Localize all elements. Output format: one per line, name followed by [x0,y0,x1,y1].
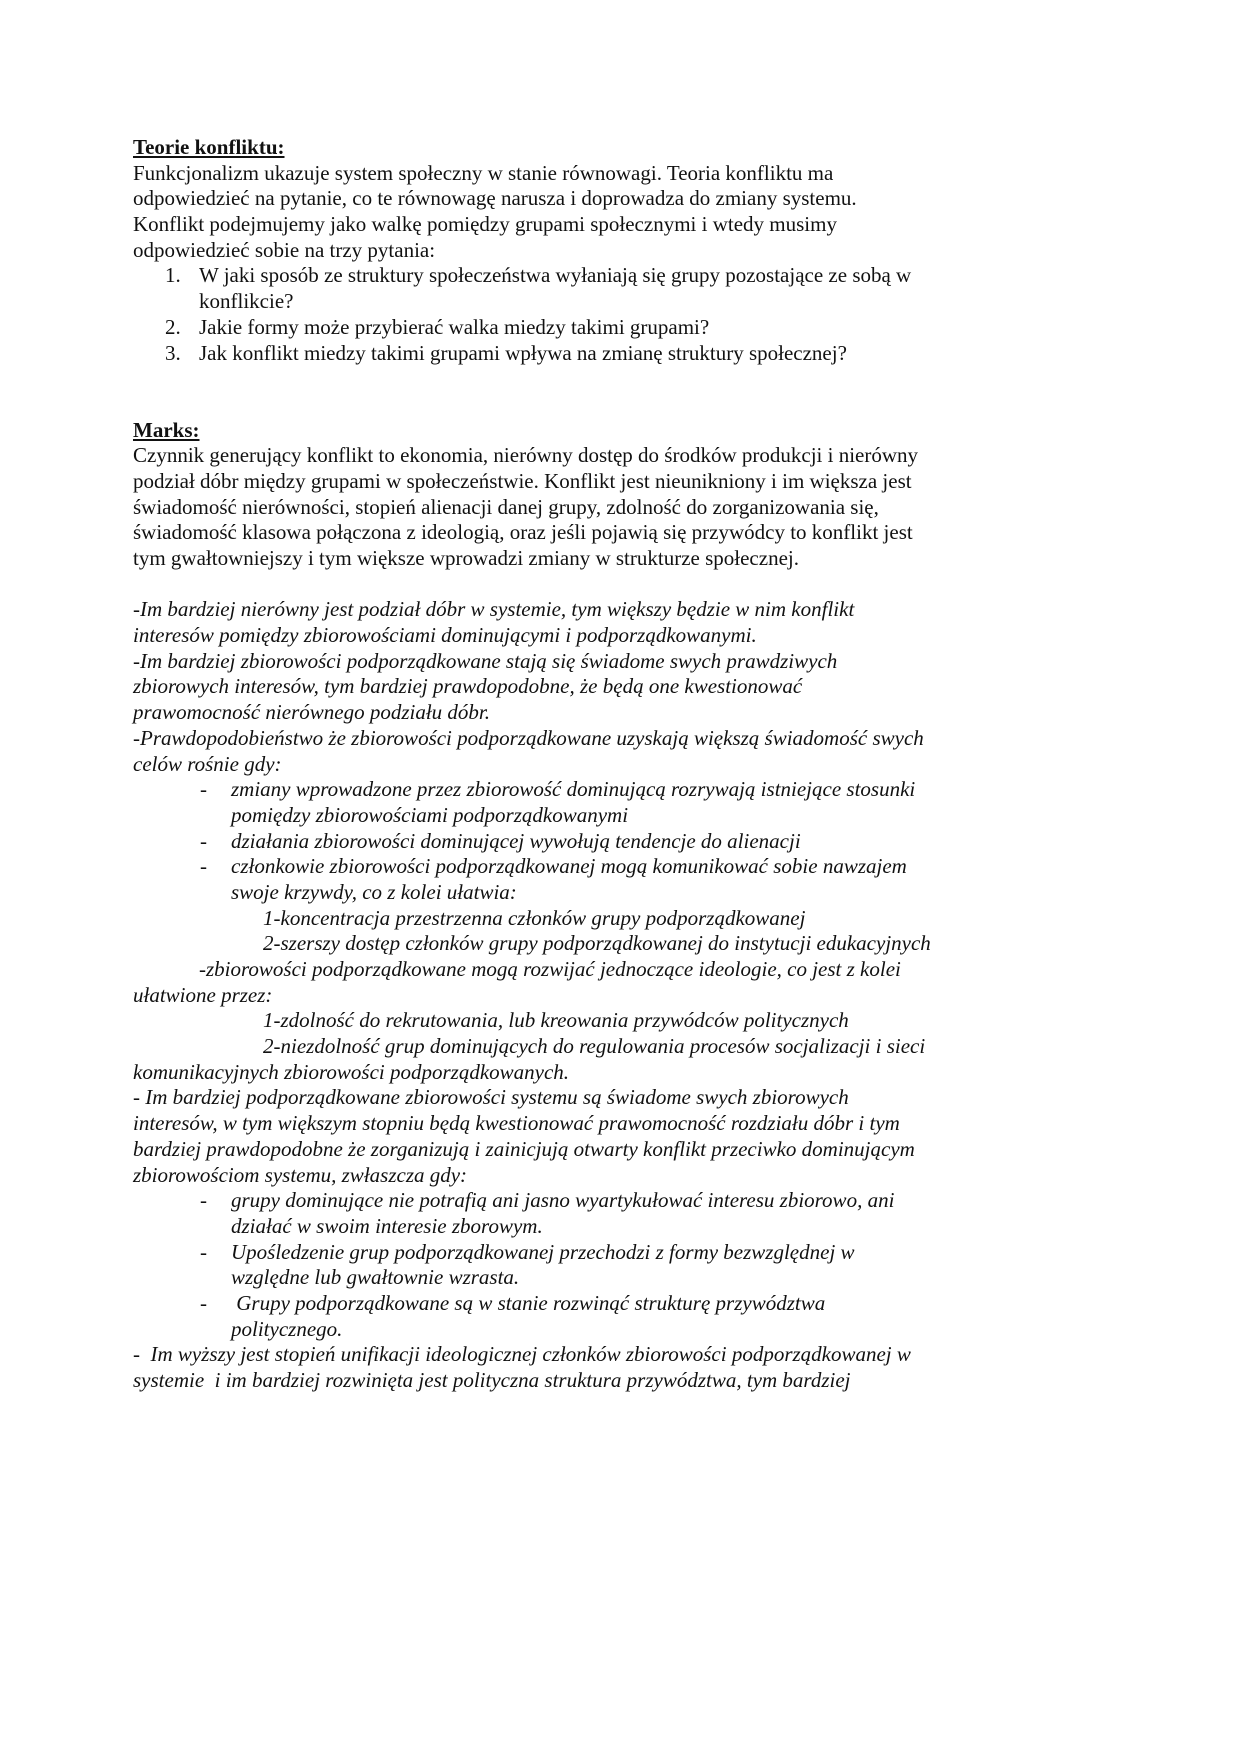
bullet-text-continued: swoje krzywdy, co z kolei ułatwia: [231,879,517,904]
heading-marks: Marks: [133,417,200,442]
paragraph-line: świadomość nierówności, stopień alienacji danej grupy, zdolność do zorganizowania się, [133,494,879,519]
bullet-text-continued: względne lub gwałtownie wzrasta. [231,1265,520,1290]
italic-line: celów rośnie gdy: [133,751,282,776]
bullet-dash: - [200,828,207,853]
list-item [133,315,1113,341]
paragraph-line: odpowiedzieć na pytanie, co te równowagę narusza i doprowadza do zmiany systemu. [133,186,857,211]
list-text-continued: konflikcie? [199,289,294,314]
list-number: 2. [165,314,181,339]
list-item [133,341,1113,367]
bullet-text-continued: pomiędzy zbiorowościami podporządkowanymi [231,802,629,827]
paragraph-line: tym gwałtowniejszy i tym większe wprowadzi zmiany w strukturze społecznej. [133,546,799,570]
italic-line: prawomocność nierównego podziału dóbr. [133,700,490,725]
heading-teorie-konfliktu: Teorie konfliktu: [133,135,285,159]
italic-line: zbiorowościom systemu, zwłaszcza gdy: [133,1162,468,1187]
italic-line: -Im bardziej nierówny jest podział dóbr w systemie, tym większy będzie w nim konflikt [133,597,855,622]
bullet-text-continued: działać w swoim interesie zborowym. [231,1213,543,1238]
bullet-text: zmiany wprowadzone przez zbiorowość dominującą rozrywają istniejące stosunki [231,777,916,802]
italic-line: ułatwione przez: [133,982,273,1007]
sub-item: 1-zdolność do rekrutowania, lub kreowania przywódców politycznych [263,1008,849,1033]
italic-line: -Prawdopodobieństwo że zbiorowości podporządkowane uzyskają większą świadomość swych [133,725,924,750]
italic-line: bardziej prawdopodobne że zorganizują i zainicjują otwarty konflikt przeciwko dominującym [133,1136,915,1161]
document-page [133,135,1113,1394]
bullet-dash: - [200,1188,207,1213]
italic-line: -zbiorowości podporządkowane mogą rozwijać jednoczące ideologie, co jest z kolei [199,957,901,981]
italic-line: systemie i im bardziej rozwinięta jest polityczna struktura przywództwa, tym bardziej [133,1368,851,1392]
bullet-dash: - [200,1290,207,1315]
italic-line: interesów pomiędzy zbiorowościami dominującymi i podporządkowanymi. [133,623,757,648]
paragraph-line: świadomość klasowa połączona z ideologią, oraz jeśli pojawią się przywódcy to konflikt jest [133,520,913,545]
italic-line: -Im bardziej zbiorowości podporządkowane stają się świadome swych prawdziwych [133,648,838,673]
bullet-dash: - [200,854,207,879]
bullet-item [133,1188,1113,1214]
bullet-item [133,1240,1113,1266]
paragraph-line: Czynnik generujący konflikt to ekonomia, nierówny dostęp do środków produkcji i nierówny [133,443,919,468]
bullet-text-continued: politycznego. [231,1316,343,1341]
bullet-item [133,829,1113,855]
bullet-item [133,854,1113,880]
list-item [133,263,1113,289]
paragraph-line: Funkcjonalizm ukazuje system społeczny w stanie równowagi. Teoria konfliktu ma [133,160,834,185]
bullet-dash: - [200,777,207,802]
list-text: Jakie formy może przybierać walka miedzy takimi grupami? [199,314,710,339]
bullet-text: działania zbiorowości dominującej wywołują tendencje do alienacji [231,828,801,853]
list-text: W jaki sposób ze struktury społeczeństwa wyłaniają się grupy pozostające ze sobą w [199,263,912,288]
list-number: 3. [165,340,181,365]
paragraph-line: Konflikt podejmujemy jako walkę pomiędzy grupami społecznymi i wtedy musimy [133,212,837,237]
sub-item: 2-niezdolność grup dominujących do regulowania procesów socjalizacji i sieci [263,1034,926,1059]
sub-item: 1-koncentracja przestrzenna członków grupy podporządkowanej [263,905,806,930]
italic-line: interesów, w tym większym stopniu będą kwestionować prawomocność rozdziału dóbr i tym [133,1111,900,1136]
bullet-item [133,777,1113,803]
bullet-item [133,1291,1113,1317]
paragraph-line: podział dóbr między grupami w społeczeństwie. Konflikt jest nieuniknіony i im większa jest [133,468,912,493]
italic-line: - Im wyższy jest stopień unifikacji ideologicznej członków zbiorowości podporządkowanej w [133,1342,911,1367]
italic-line: zbiorowych interesów, tym bardziej prawdopodobne, że będą one kwestionować [133,674,803,699]
italic-line: komunikacyjnych zbiorowości podporządkowanych. [133,1059,570,1084]
bullet-dash: - [200,1239,207,1264]
italic-line: - Im bardziej podporządkowane zbiorowości systemu są świadome swych zbiorowych [133,1085,849,1110]
list-text: Jak konflikt miedzy takimi grupami wpływa na zmianę struktury społecznej? [199,340,847,365]
bullet-text: grupy dominujące nie potrafią ani jasno wyartykułować interesu zbiorowo, ani [231,1188,895,1213]
bullet-text: Upośledzenie grup podporządkowanej przechodzi z formy bezwzględnej w [231,1239,855,1264]
list-number: 1. [165,263,181,288]
sub-item: 2-szerszy dostęp członków grupy podporządkowanej do instytucji edukacyjnych [263,931,931,956]
bullet-text: członkowie zbiorowości podporządkowanej mogą komunikować sobie nawzajem [231,854,907,879]
bullet-text: Grupy podporządkowane są w stanie rozwinąć strukturę przywództwa [231,1290,826,1315]
paragraph-line: odpowiedzieć sobie na trzy pytania: [133,237,436,262]
